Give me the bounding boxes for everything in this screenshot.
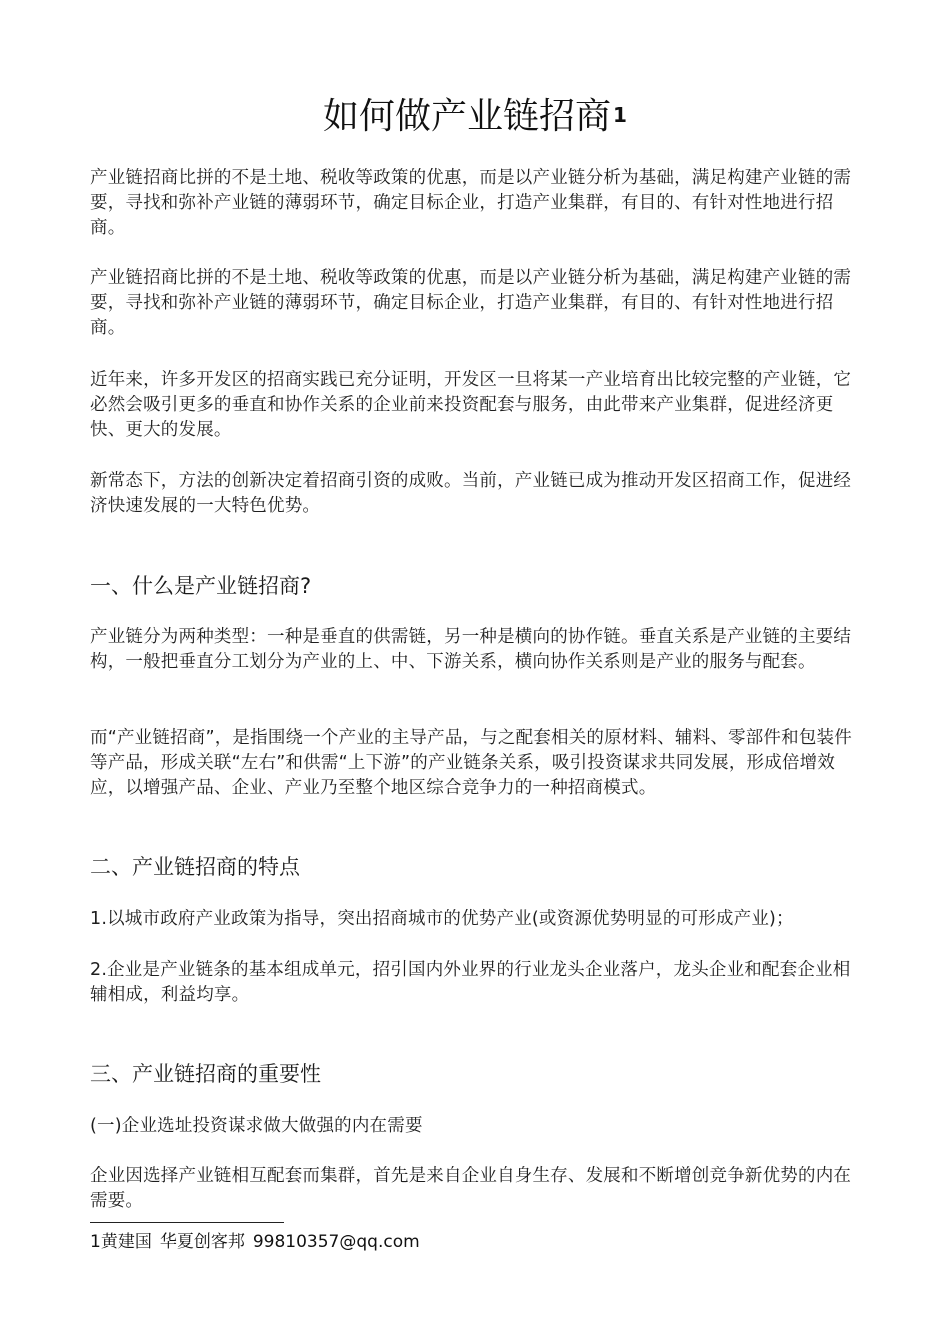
- footnote: [90, 1230, 420, 1254]
- intro-paragraph-2: 产业链招商比拼的不是土地、税收等政策的优惠，而是以产业链分析为基础，满足构建产业链的需要，寻找和弥补产业链的薄弱环节，确定目标企业，打造产业集群，有目的、有针对性地进行招商。: [90, 268, 852, 338]
- intro-paragraph-1: 产业链招商比拼的不是土地、税收等政策的优惠，而是以产业链分析为基础，满足构建产业链的需要，寻找和弥补产业链的薄弱环节，确定目标企业，打造产业集群，有目的、有针对性地进行招商。: [90, 168, 852, 238]
- section-1-paragraph-1: 产业链分为两种类型：一种是垂直的供需链，另一种是横向的协作链。垂直关系是产业链的主要结构，一般把垂直分工划分为产业的上、中、下游关系，横向协作关系则是产业的服务与配套。: [90, 627, 852, 672]
- section-2-paragraph-2: 2.企业是产业链条的基本组成单元，招引国内外业界的行业龙头企业落户，龙头企业和配套企业相辅相成，利益均享。: [90, 960, 851, 1005]
- intro-paragraph-3: 近年来，许多开发区的招商实践已充分证明，开发区一旦将某一产业培育出比较完整的产业链，它必然会吸引更多的垂直和协作关系的企业前来投资配套与服务，由此带来产业集群，促进经济更快、更大的发展。: [90, 370, 852, 440]
- footnote-marker: 1: [90, 1232, 101, 1252]
- title-text: 如何做产业链招商: [323, 96, 612, 137]
- section-heading-2: 二、产业链招商的特点: [90, 855, 300, 879]
- section-2-paragraph-1: 1.以城市政府产业政策为指导，突出招商城市的优势产业(或资源优势明显的可形成产业)；: [90, 909, 794, 929]
- section-heading-3: 三、产业链招商的重要性: [90, 1062, 321, 1086]
- document-title: [0, 92, 950, 142]
- footnote-org: 华夏创客邦: [159, 1232, 245, 1252]
- section-heading-1: 一、什么是产业链招商?: [90, 574, 312, 598]
- footnote-author: 黄建国: [100, 1232, 152, 1252]
- section-3-paragraph-2: 企业因选择产业链相互配套而集群，首先是来自企业自身生存、发展和不断增创竞争新优势的内在需要。: [90, 1166, 852, 1211]
- section-1-paragraph-2: 而“产业链招商”，是指围绕一个产业的主导产品，与之配套相关的原材料、辅料、零部件和包装件等产品，形成关联“左右”和供需“上下游”的产业链条关系，吸引投资谋求共同发展，形成倍增效应，以增强产品、企业、产业乃至整个地区综合竞争力的一种招商模式。: [90, 728, 852, 798]
- title-footnote-marker[interactable]: 1: [613, 103, 627, 127]
- footnote-separator: [90, 1222, 284, 1223]
- section-3-paragraph-1: (一)企业选址投资谋求做大做强的内在需要: [90, 1116, 423, 1136]
- intro-paragraph-4: 新常态下，方法的创新决定着招商引资的成败。当前，产业链已成为推动开发区招商工作，促进经济快速发展的一大特色优势。: [90, 471, 852, 516]
- footnote-contact[interactable]: 99810357@qq.com: [252, 1232, 420, 1252]
